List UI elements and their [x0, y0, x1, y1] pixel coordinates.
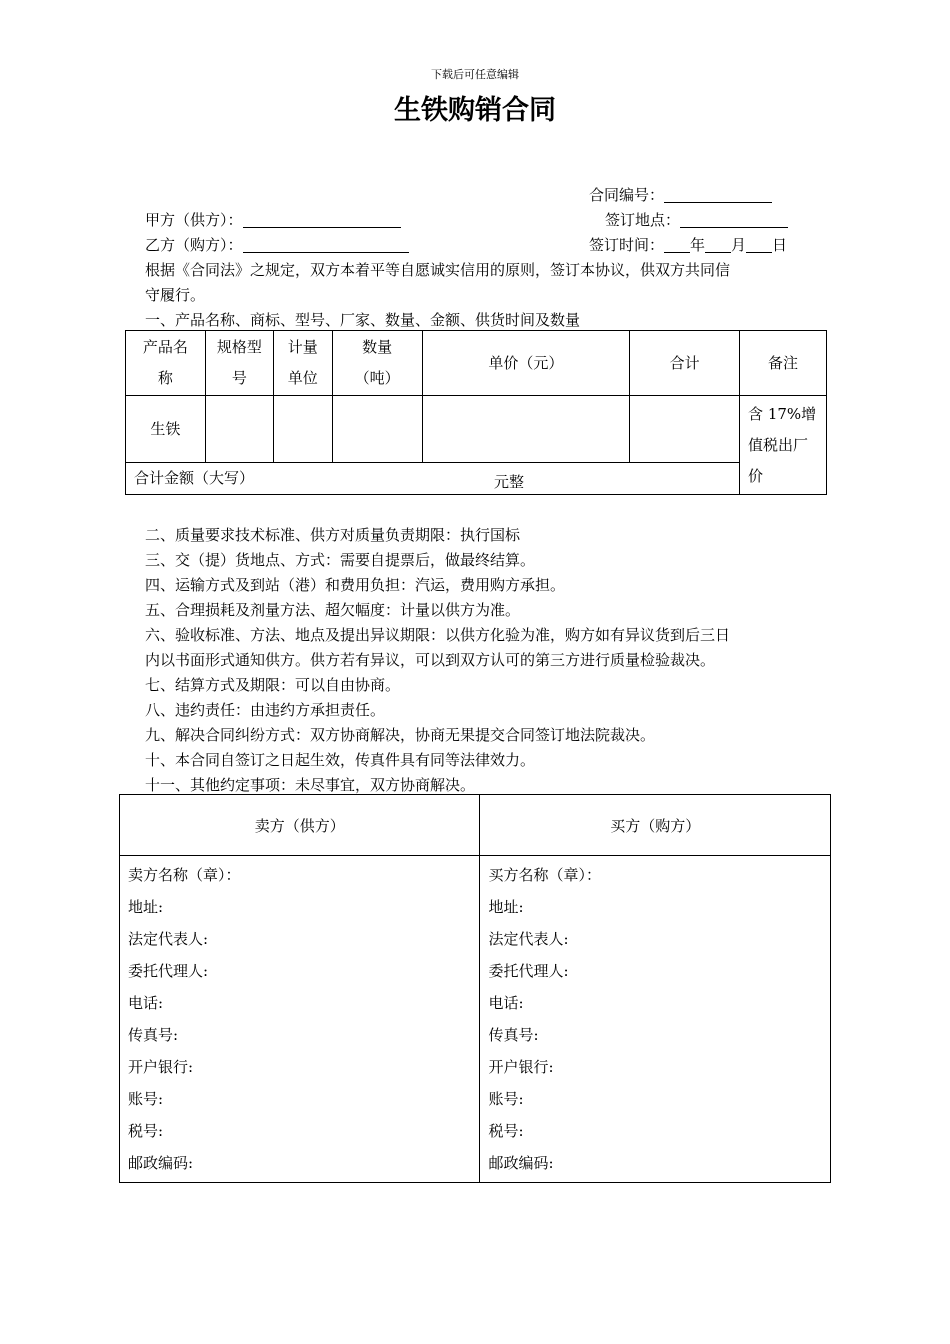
product-table-header-row [126, 331, 827, 396]
seller-bank-field: 开户银行: [128, 1058, 194, 1076]
signature-header-row [120, 795, 831, 856]
total-amount-suffix: 元整 [494, 473, 525, 491]
total-cell [630, 396, 740, 463]
seller-postcode-field: 邮政编码: [128, 1154, 194, 1172]
buyer-address-field: 地址: [488, 898, 524, 916]
buyer-postcode-field: 邮政编码: [488, 1154, 554, 1172]
header-remark: 备注 [740, 331, 827, 396]
party-b-label: 乙方（购方）： [145, 236, 243, 254]
clause-3: 三、交（提）货地点、方式：需要自提票后，做最终结算。 [145, 551, 536, 569]
seller-name-field: 卖方名称（章）： [128, 866, 241, 884]
contract-title: 生铁购销合同 [394, 95, 556, 126]
seller-fields [120, 856, 480, 1183]
buyer-fax-field: 传真号: [488, 1026, 539, 1044]
total-amount-row [126, 463, 827, 495]
party-b-line [145, 234, 409, 255]
party-a-blank [243, 212, 401, 228]
remark-cell: 含 17%增 值税出厂 价 [740, 396, 827, 495]
page-note: 下载后可任意编辑 [431, 68, 519, 81]
party-a-label: 甲方（供方）： [145, 211, 243, 229]
buyer-agent-field: 委托代理人: [488, 962, 569, 980]
buyer-tax-id-field: 税号: [488, 1122, 524, 1140]
sign-time-label: 签订时间： [589, 236, 665, 254]
header-quantity: 数量 （吨） [332, 331, 422, 396]
product-table [125, 330, 827, 495]
signature-fields-row [120, 856, 831, 1183]
month-label: 月 [731, 236, 747, 254]
clause-5: 五、合理损耗及剂量方法、超欠幅度：计量以供方为准。 [145, 601, 521, 619]
header-unit: 计量 单位 [273, 331, 332, 396]
clause-2: 二、质量要求技术标准、供方对质量负责期限：执行国标 [145, 526, 521, 544]
sign-time-line [589, 234, 787, 255]
quantity-cell [332, 396, 422, 463]
signature-table [119, 794, 831, 1183]
buyer-bank-field: 开户银行: [488, 1058, 554, 1076]
unit-cell [273, 396, 332, 463]
intro-line-2: 守履行。 [145, 286, 206, 304]
month-blank [705, 237, 731, 253]
party-b-blank [243, 237, 409, 253]
clause-6: 六、验收标准、方法、地点及提出异议期限：以供方化验为准，购方如有异议货到后三日 [145, 626, 731, 644]
clause-9: 九、解决合同纠纷方式：双方协商解决，协商无果提交合同签订地法院裁决。 [145, 726, 656, 744]
clause-6-continued: 内以书面形式通知供方。供方若有异议，可以到双方认可的第三方进行质量检验裁决。 [145, 651, 716, 669]
seller-fax-field: 传真号: [128, 1026, 179, 1044]
section-1-title: 一、产品名称、商标、型号、厂家、数量、金额、供货时间及数量 [145, 311, 581, 329]
seller-tax-id-field: 税号: [128, 1122, 164, 1140]
clause-8: 八、违约责任：由违约方承担责任。 [145, 701, 386, 719]
clause-7: 七、结算方式及期限：可以自由协商。 [145, 676, 401, 694]
sign-place-label: 签订地点： [605, 211, 681, 229]
buyer-phone-field: 电话: [488, 994, 524, 1012]
seller-header: 卖方（供方） [120, 795, 480, 856]
buyer-header: 买方（购方） [480, 795, 831, 856]
seller-agent-field: 委托代理人: [128, 962, 209, 980]
seller-phone-field: 电话: [128, 994, 164, 1012]
day-blank [746, 237, 772, 253]
day-label: 日 [772, 236, 788, 254]
header-spec: 规格型 号 [205, 331, 273, 396]
header-unit-price: 单价（元） [422, 331, 630, 396]
buyer-name-field: 买方名称（章）： [488, 866, 601, 884]
product-name-cell: 生铁 [126, 396, 206, 463]
contract-number-line [589, 184, 772, 205]
buyer-legal-rep-field: 法定代表人: [488, 930, 569, 948]
year-label: 年 [690, 236, 706, 254]
sign-place-line [605, 209, 788, 230]
clause-4: 四、运输方式及到站（港）和费用负担：汽运，费用购方承担。 [145, 576, 566, 594]
party-a-line [145, 209, 401, 230]
buyer-fields [480, 856, 831, 1183]
unit-price-cell [422, 396, 630, 463]
year-blank [664, 237, 690, 253]
contract-number-blank [664, 187, 772, 203]
contract-number-label: 合同编号： [589, 186, 665, 204]
product-row [126, 396, 827, 463]
header-total: 合计 [630, 331, 740, 396]
spec-cell [205, 396, 273, 463]
seller-account-field: 账号: [128, 1090, 164, 1108]
total-amount-label: 合计金额（大写） [134, 469, 255, 487]
clause-10: 十、本合同自签订之日起生效，传真件具有同等法律效力。 [145, 751, 536, 769]
total-amount-cell [126, 463, 740, 495]
seller-legal-rep-field: 法定代表人: [128, 930, 209, 948]
sign-place-blank [680, 212, 788, 228]
seller-address-field: 地址: [128, 898, 164, 916]
buyer-account-field: 账号: [488, 1090, 524, 1108]
header-product-name: 产品名 称 [126, 331, 206, 396]
intro-line-1: 根据《合同法》之规定，双方本着平等自愿诚实信用的原则，签订本协议，供双方共同信 [145, 261, 731, 279]
clause-11: 十一、其他约定事项：未尽事宜，双方协商解决。 [145, 776, 476, 794]
